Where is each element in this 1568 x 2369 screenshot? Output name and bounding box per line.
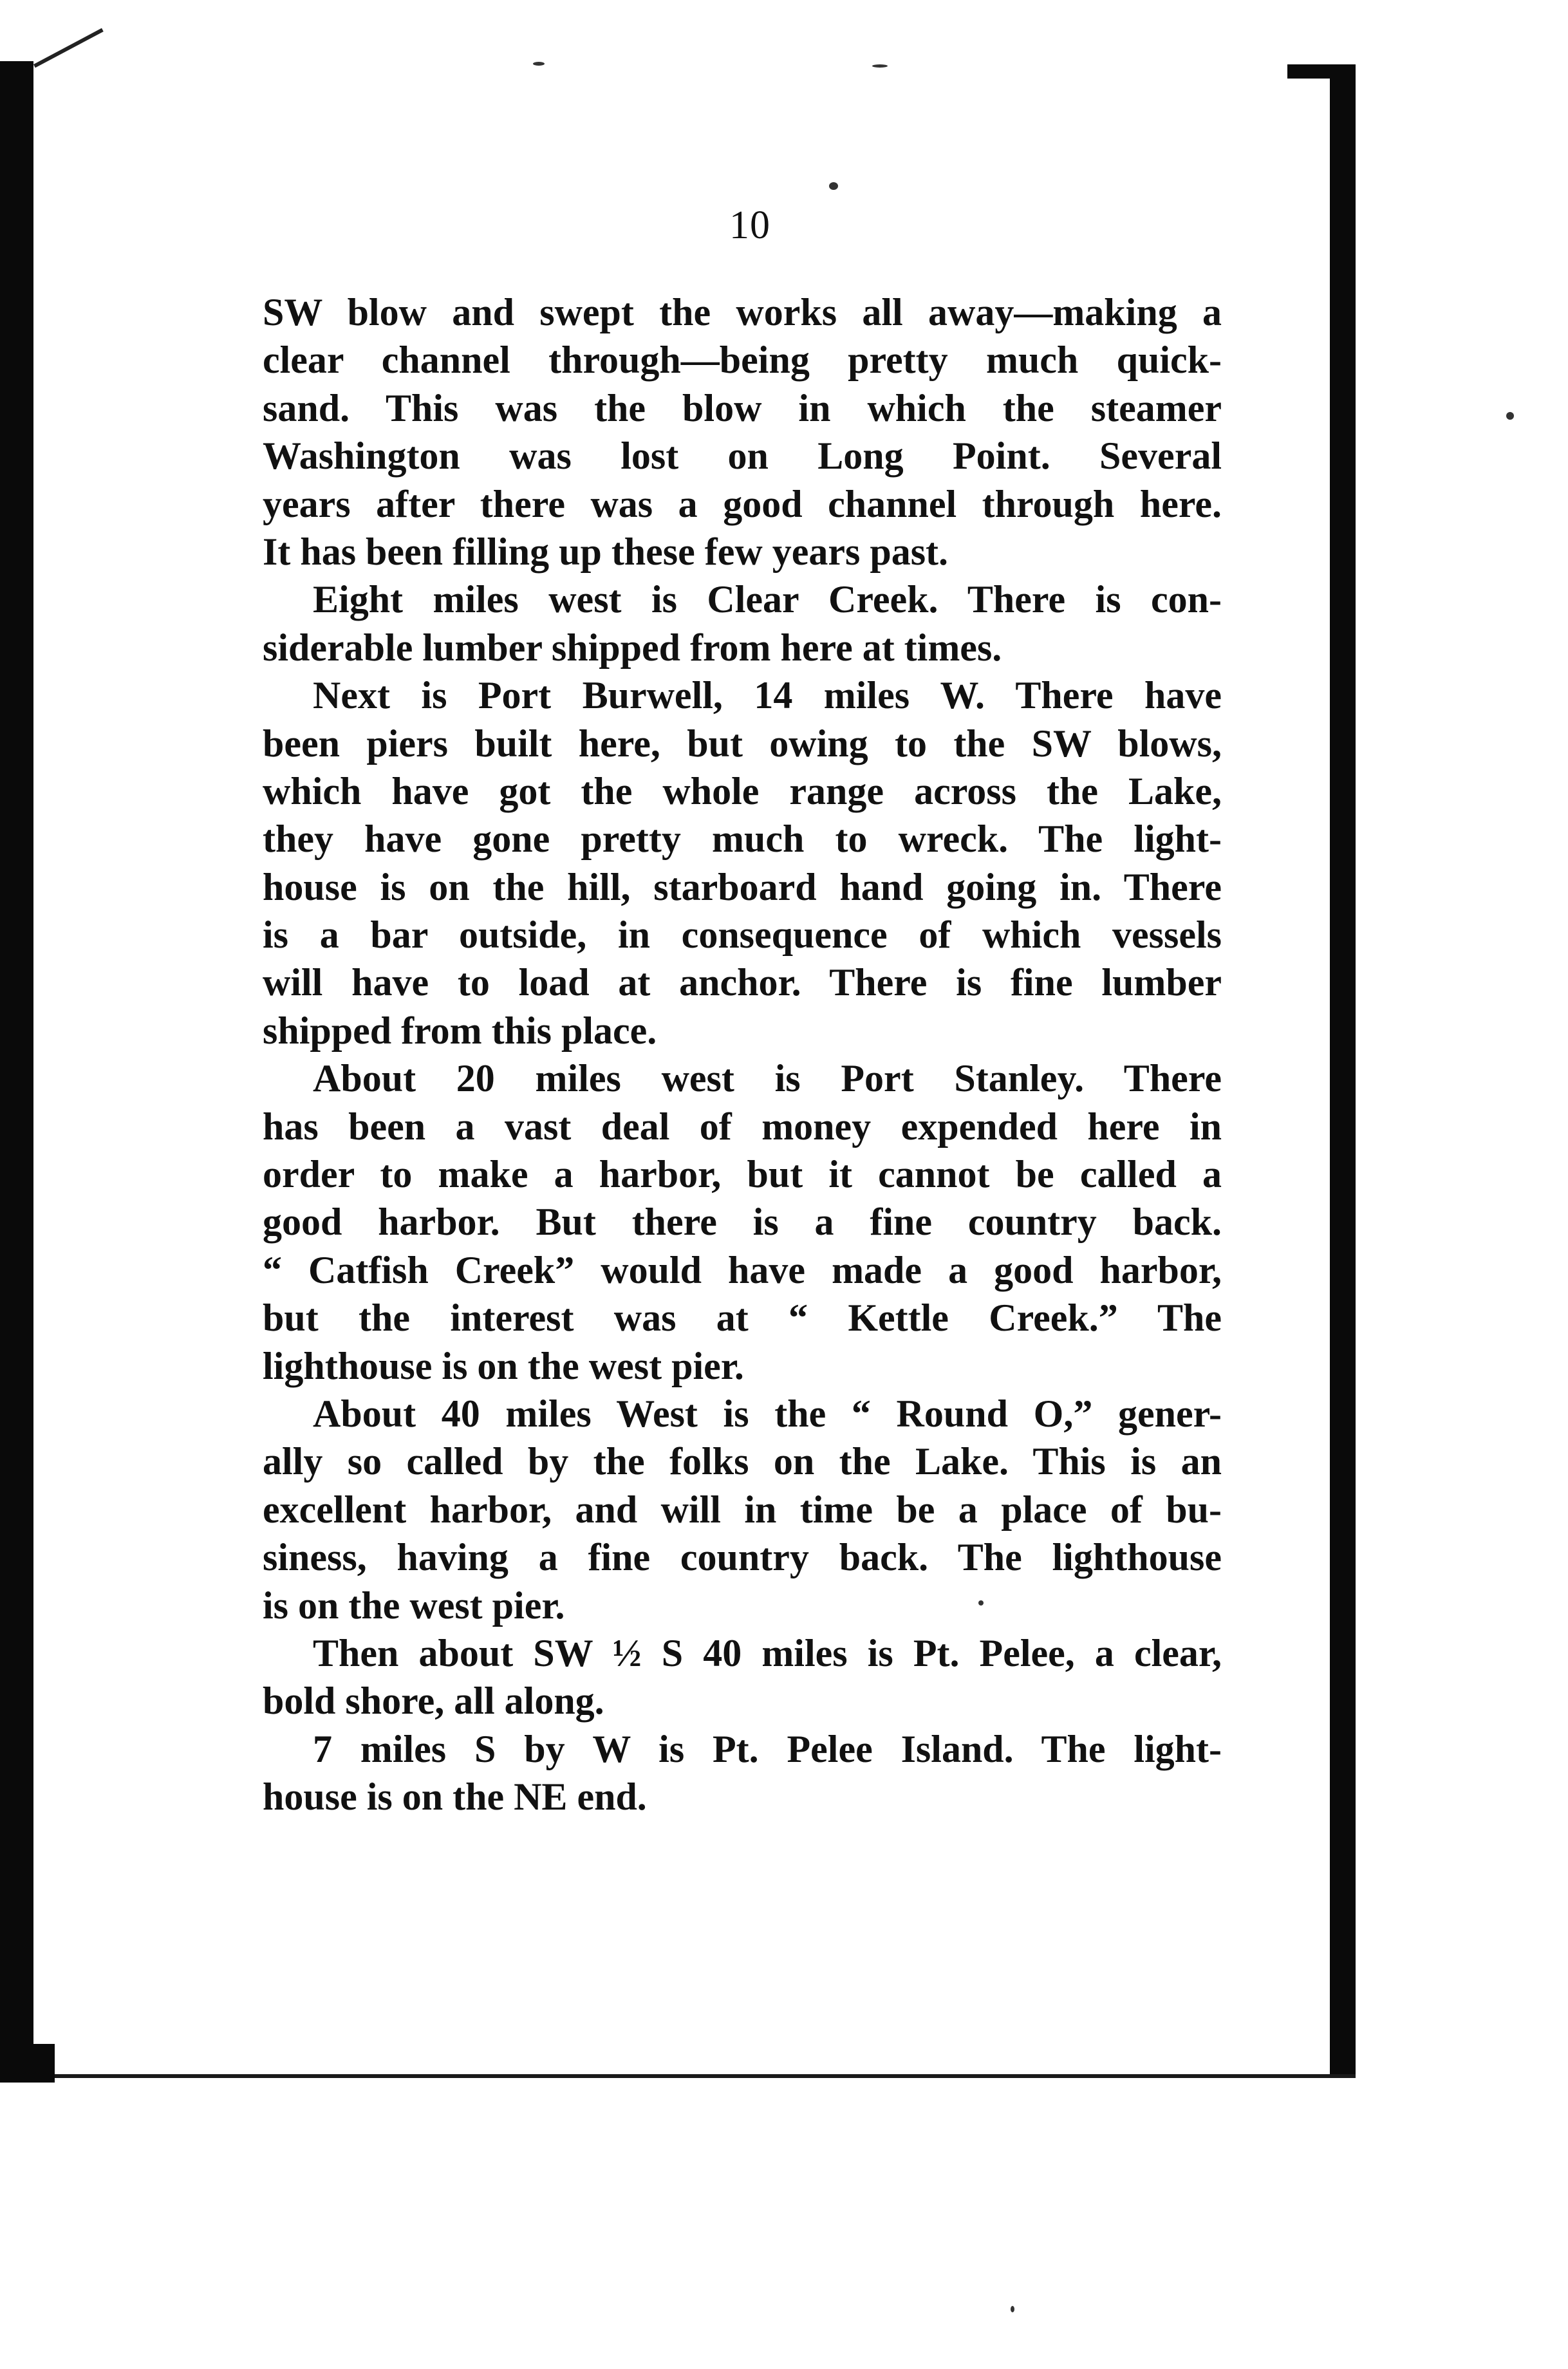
text-line: but the interest was at “ Kettle Creek.” The <box>263 1297 1222 1340</box>
text-line: ally so called by the folks on the Lake. This is an <box>263 1440 1222 1483</box>
text-line: order to make a harbor, but it cannot be called a <box>263 1153 1222 1196</box>
bottom-page-edge <box>55 2074 1356 2078</box>
text-line: they have gone pretty much to wreck. The light- <box>263 818 1222 861</box>
ink-speck <box>829 182 838 190</box>
text-line: Washington was lost on Long Point. Several <box>263 435 1222 478</box>
left-binding-edge <box>0 61 33 2083</box>
text-line: excellent harbor, and will in time be a place of bu- <box>263 1488 1222 1531</box>
ink-speck <box>533 62 545 66</box>
text-line: has been a vast deal of money expended here in <box>263 1105 1222 1148</box>
text-line: is a bar outside, in consequence of which vessels <box>263 913 1222 957</box>
ink-speck <box>872 64 888 68</box>
text-line: Next is Port Burwell, 14 miles W. There have <box>313 674 1222 717</box>
text-line: will have to load at anchor. There is fine lumber <box>263 961 1222 1004</box>
text-line: clear channel through—being pretty much quick- <box>263 339 1222 382</box>
text-line: is on the west pier. <box>263 1584 565 1627</box>
text-line: Then about SW ½ S 40 miles is Pt. Pelee, a clear, <box>313 1631 1222 1674</box>
text-line: Eight miles west is Clear Creek. There is con- <box>313 578 1222 621</box>
text-line: house is on the hill, starboard hand going in. There <box>263 865 1222 908</box>
page-number: 10 <box>729 203 770 247</box>
text-line: siderable lumber shipped from here at times. <box>263 626 1002 669</box>
text-line: bold shore, all along. <box>263 1680 604 1723</box>
text-line: SW blow and swept the works all away—making a <box>263 291 1222 333</box>
text-line: good harbor. But there is a fine country back. <box>263 1201 1222 1244</box>
text-line: years after there was a good channel through here. <box>263 482 1222 525</box>
text-line: siness, having a fine country back. The lighthouse <box>263 1536 1222 1579</box>
text-line: house is on the NE end. <box>263 1775 647 1819</box>
text-line: About 20 miles west is Port Stanley. There <box>313 1057 1222 1100</box>
left-edge-mark <box>33 28 127 113</box>
ink-speck <box>1011 2306 1014 2312</box>
text-line: been piers built here, but owing to the SW blows, <box>263 722 1222 765</box>
text-line: shipped from this place. <box>263 1009 657 1052</box>
right-page-edge <box>1330 70 1356 2078</box>
text-line: lighthouse is on the west pier. <box>263 1344 744 1387</box>
text-line: which have got the whole range across the Lake, <box>263 769 1222 812</box>
text-line: 7 miles S by W is Pt. Pelee Island. The light- <box>313 1727 1222 1770</box>
ink-speck <box>1506 412 1514 420</box>
body-text <box>263 288 1222 1821</box>
text-line: “ Catfish Creek” would have made a good harbor, <box>263 1248 1222 1291</box>
left-binding-edge-foot <box>0 2044 55 2083</box>
text-line: About 40 miles West is the “ Round O,” gener- <box>313 1392 1222 1435</box>
text-line: sand. This was the blow in which the steamer <box>263 386 1222 429</box>
text-line: It has been filling up these few years past. <box>263 530 949 573</box>
